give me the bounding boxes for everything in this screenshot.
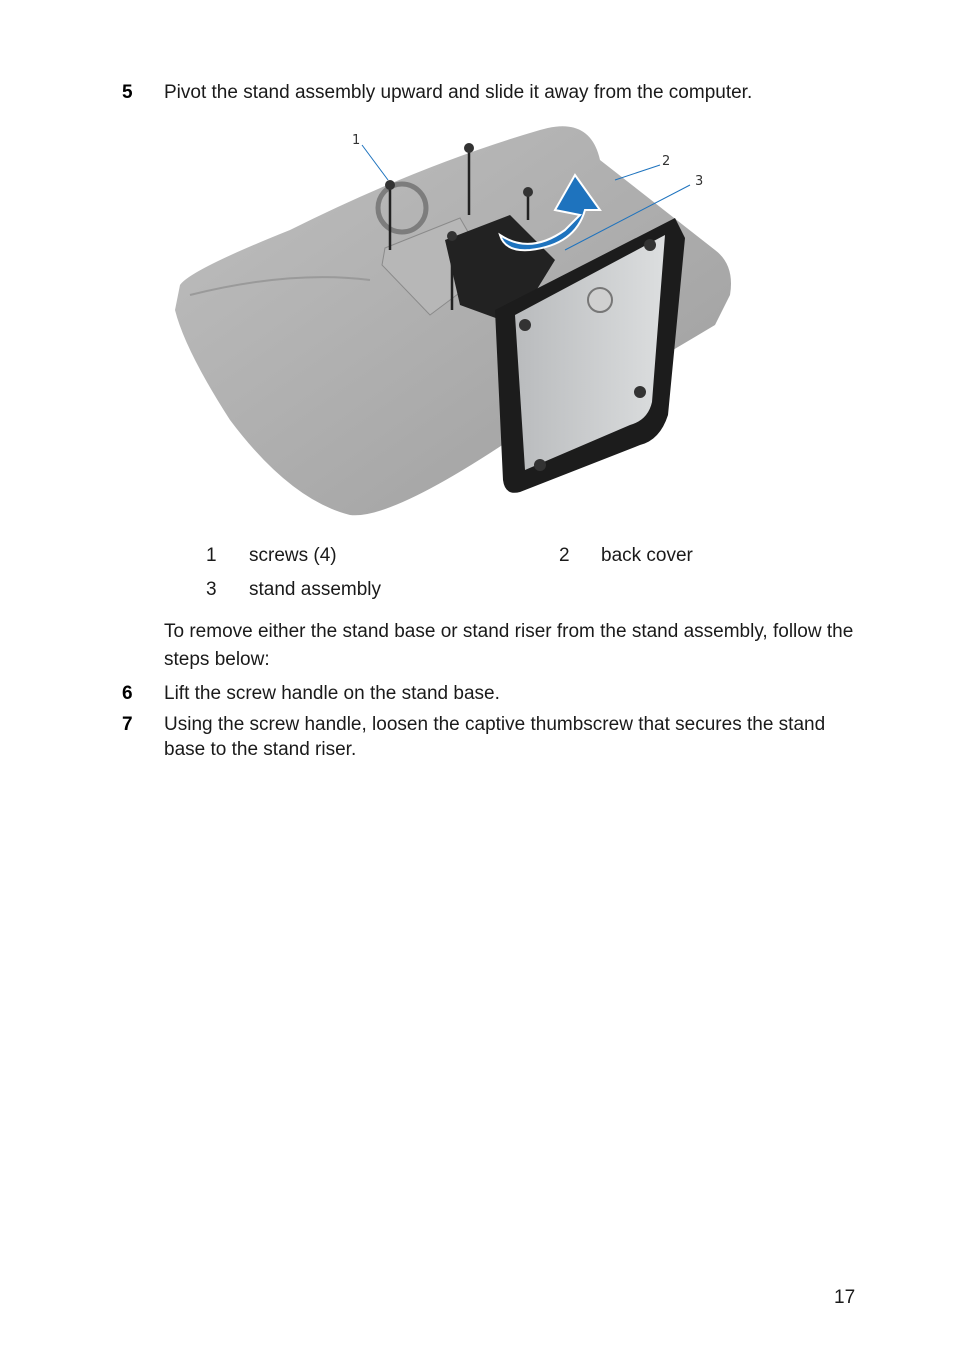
stand-removal-illustration [170,120,740,520]
step-7 [122,712,862,762]
legend-label-3: stand assembly [249,579,382,600]
step-number: 7 [122,714,133,735]
legend-num-3: 3 [206,579,217,600]
legend-label-2: back cover [601,545,693,566]
callout-3: 3 [695,174,704,189]
thumbscrew [588,288,612,312]
callout-1: 1 [352,133,361,148]
legend-label-1: screws (4) [249,545,337,566]
step-5 [122,80,862,105]
step-text: Pivot the stand assembly upward and slide it away from the computer. [164,82,753,103]
illustration-svg [170,120,740,520]
step-6 [122,681,862,706]
callout-2: 2 [662,154,671,169]
legend-num-2: 2 [559,545,570,566]
step-number: 5 [122,82,133,103]
page-number: 17 [834,1287,856,1308]
step-number: 6 [122,683,133,704]
step-text: Using the screw handle, loosen the captive thumbscrew that secures the stand base to the stand riser. [164,714,826,760]
legend-num-1: 1 [206,545,217,566]
step-text: Lift the screw handle on the stand base. [164,683,500,704]
instruction-paragraph: To remove either the stand base or stand riser from the stand assembly, follow the steps below: [164,621,854,670]
